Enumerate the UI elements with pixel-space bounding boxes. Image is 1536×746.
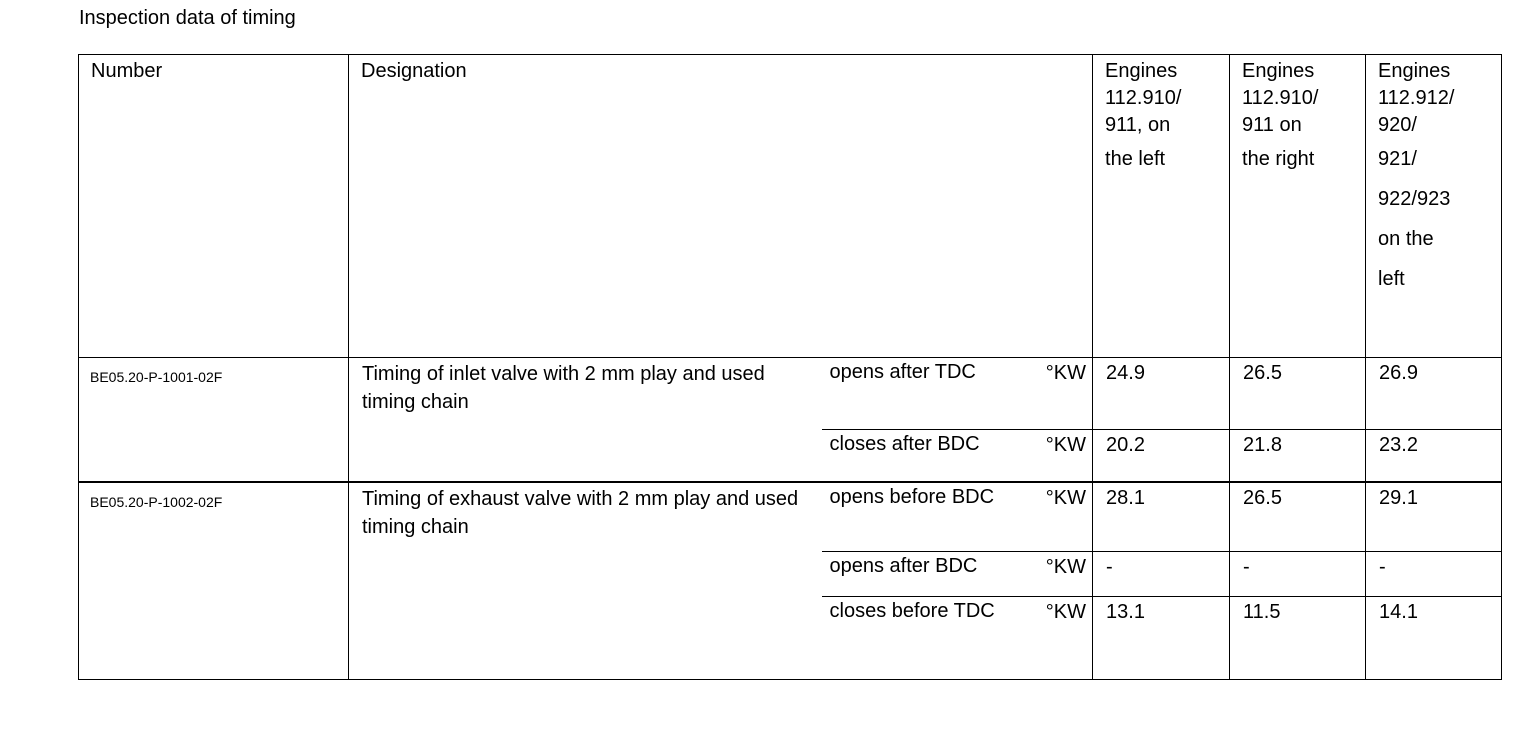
condition-cell: opens before BDC (822, 482, 1022, 552)
header-engines-1-line: Engines (1105, 60, 1178, 82)
header-engines-1-line: the left (1105, 148, 1166, 170)
header-row (79, 55, 1502, 358)
value-cell: 23.2 (1366, 430, 1502, 483)
condition-cell: opens after BDC (822, 552, 1022, 597)
row-designation: Timing of exhaust valve with 2 mm play and used timing chain (362, 488, 799, 538)
value-cell: 26.9 (1366, 358, 1502, 430)
row-number-cell (79, 358, 349, 483)
value-cell: - (1093, 552, 1230, 597)
value-cell: 13.1 (1093, 597, 1230, 680)
unit-cell: °KW (1022, 358, 1093, 430)
header-engines-3-line: Engines (1378, 60, 1451, 82)
row-number: BE05.20-P-1002-02F (90, 494, 223, 510)
table-row (79, 358, 1502, 430)
value-cell: 11.5 (1230, 597, 1366, 680)
unit-cell: °KW (1022, 552, 1093, 597)
value-cell: 24.9 (1093, 358, 1230, 430)
header-engines-3-line: 112.912/ (1378, 87, 1455, 109)
page-title: Inspection data of timing (79, 7, 296, 29)
value-cell: 14.1 (1366, 597, 1502, 680)
unit-cell: °KW (1022, 597, 1093, 680)
condition-cell: closes after BDC (822, 430, 1022, 483)
header-engines-1-line: 112.910/ (1105, 87, 1182, 109)
row-number-cell (79, 482, 349, 680)
header-engines-2-line: 911 on (1242, 114, 1302, 136)
header-number: Number (79, 55, 349, 358)
value-cell: 29.1 (1366, 482, 1502, 552)
value-cell: 21.8 (1230, 430, 1366, 483)
header-engines-2 (1230, 55, 1366, 358)
value-cell: 20.2 (1093, 430, 1230, 483)
header-engines-3-line: 920/ (1378, 114, 1417, 136)
row-designation: Timing of inlet valve with 2 mm play and used timing chain (362, 363, 765, 413)
header-engines-2-line: Engines (1242, 60, 1315, 82)
value-cell: - (1230, 552, 1366, 597)
value-cell: - (1366, 552, 1502, 597)
header-engines-3-line: 921/ (1378, 148, 1417, 170)
table-row (79, 482, 1502, 552)
condition-cell: opens after TDC (822, 358, 1022, 430)
header-engines-1-line: 911, on (1105, 114, 1171, 136)
condition-cell: closes before TDC (822, 597, 1022, 680)
row-number: BE05.20-P-1001-02F (90, 369, 223, 385)
header-engines-3 (1366, 55, 1502, 358)
header-engines-2-line: 112.910/ (1242, 87, 1319, 109)
unit-cell: °KW (1022, 482, 1093, 552)
value-cell: 26.5 (1230, 358, 1366, 430)
value-cell: 28.1 (1093, 482, 1230, 552)
timing-table (78, 54, 1502, 680)
header-engines-1 (1093, 55, 1230, 358)
value-cell: 26.5 (1230, 482, 1366, 552)
unit-cell: °KW (1022, 430, 1093, 483)
header-designation: Designation (349, 55, 1093, 358)
header-engines-2-line: the right (1242, 148, 1315, 170)
row-designation-cell (349, 358, 822, 483)
header-engines-3-line: 922/923 (1378, 188, 1451, 210)
header-engines-3-line: left (1378, 268, 1405, 290)
header-engines-3-line: on the (1378, 228, 1434, 250)
row-designation-cell (349, 482, 822, 680)
